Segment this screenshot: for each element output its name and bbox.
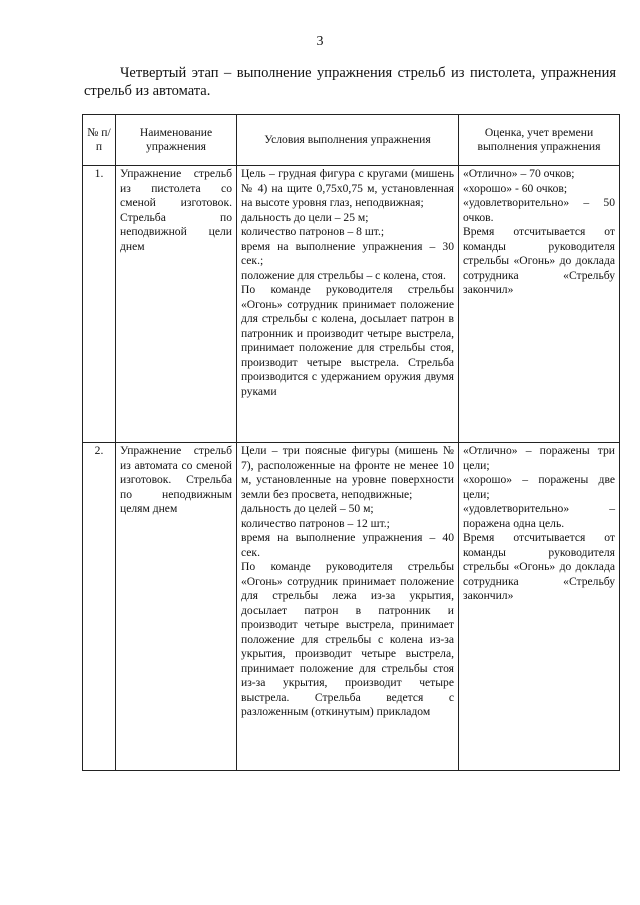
table-row (83, 443, 620, 771)
rating-line: «удовлетворительно» – поражена одна цель. (463, 502, 615, 530)
condition-line: положение для стрельбы – с колена, стоя. (241, 268, 446, 282)
table-header-row (83, 115, 620, 166)
exercise-table (82, 114, 620, 771)
rating-line: Время отсчитывается от команды руководителя стрельбы «Огонь» до доклада сотрудника «Стрельбу закончил» (463, 531, 615, 602)
header-conditions: Условия выполнения упражнения (237, 115, 459, 166)
rating-line: «Отлично» – 70 очков; (463, 167, 575, 180)
condition-line: Цель – грудная фигура с кругами (мишень № 4) на щите 0,75х0,75 м, установленная на высоте уровня глаз, неподвижная; (241, 167, 454, 209)
intro-paragraph: Четвертый этап – выполнение упражнения стрельб из пистолета, упражнения стрельб из автомата. (84, 65, 616, 99)
condition-line: дальность до целей – 50 м; (241, 502, 374, 515)
rating-line: Время отсчитывается от команды руководителя стрельбы «Огонь» до доклада сотрудника «Стрельбу закончил» (463, 225, 615, 296)
header-num: № п/п (83, 115, 116, 166)
rating-line: «Отлично» – поражены три цели; (463, 444, 615, 472)
condition-line: количество патронов – 12 шт.; (241, 516, 390, 530)
header-rating: Оценка, учет времени выполнения упражнения (459, 115, 620, 166)
exercise-name: Упражнение стрельб из пистолета со сменой изготовок. Стрельба по неподвижной цели днем (116, 166, 237, 443)
condition-line: время на выполнение упражнения – 40 сек. (241, 531, 454, 559)
rating-line: «удовлетворительно» – 50 очков. (463, 196, 615, 224)
condition-line: По команде руководителя стрельбы «Огонь» сотрудник принимает положение для стрельбы лежа из-за укрытия, досылает патрон в патронник и производит четыре выстрела, принимает положение для стрельбы с колена из-за укрытия, производит четыре выстрела, принимает положение для стрельбы стоя из-за укрытия, производит четыре выстрела. Стрельба ведется с разложенным (откинутым) прикладом (241, 560, 454, 718)
condition-line: дальность до цели – 25 м; (241, 210, 369, 224)
condition-line: время на выполнение упражнения – 30 сек.; (241, 239, 454, 267)
exercise-rating (459, 166, 620, 443)
exercise-name: Упражнение стрельб из автомата со сменой изготовок. Стрельба по неподвижным целям днем (116, 443, 237, 771)
condition-line: По команде руководителя стрельбы «Огонь» сотрудник принимает положение для стрельбы с колена, досылает патрон в патронник и производит четыре выстрела, принимает положение для стрельбы стоя, производит четыре выстрела. Стрельба производится с удержанием оружия двумя руками (241, 283, 454, 398)
condition-line: Цели – три поясные фигуры (мишень № 7), расположенные на фронте не менее 10 м, установленные на уровне поверхности земли без просвета, неподвижные; (241, 444, 454, 501)
rating-line: «хорошо» – поражены две цели; (463, 473, 615, 501)
rating-line: «хорошо» - 60 очков; (463, 181, 568, 195)
header-name: Наименование упражнения (116, 115, 237, 166)
row-number: 2. (83, 443, 116, 771)
row-number: 1. (83, 166, 116, 443)
exercise-conditions (237, 166, 459, 443)
exercise-conditions (237, 443, 459, 771)
condition-line: количество патронов – 8 шт.; (241, 225, 385, 238)
page-number: 3 (316, 34, 324, 49)
exercise-rating (459, 443, 620, 771)
table-row (83, 166, 620, 443)
